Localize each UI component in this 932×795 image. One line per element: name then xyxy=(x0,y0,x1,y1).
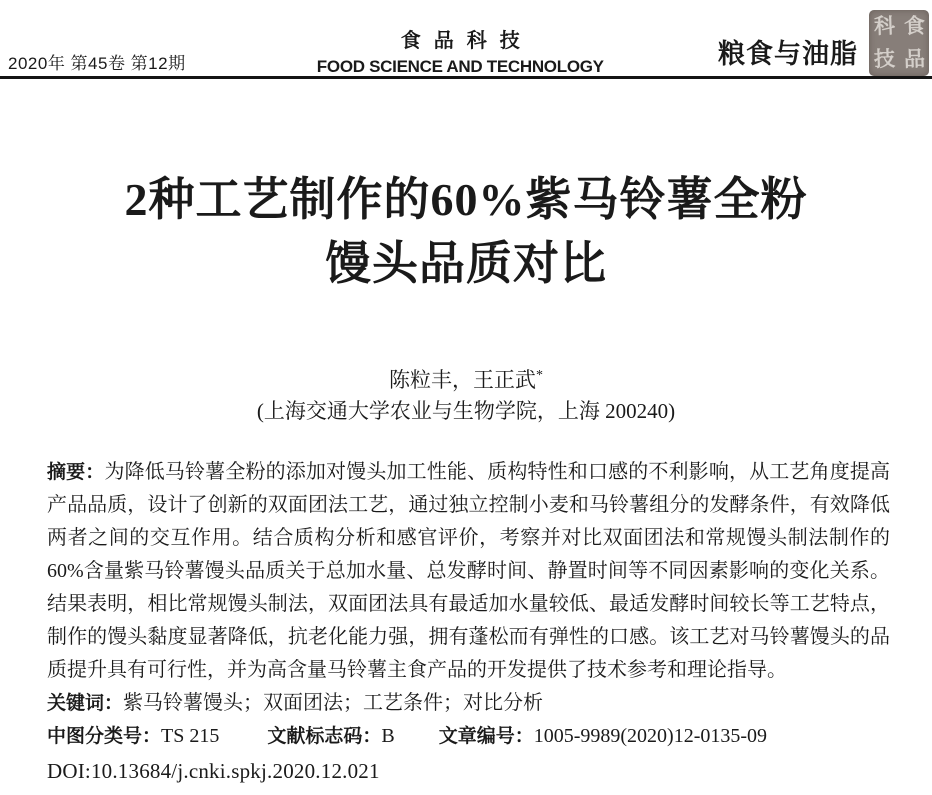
article-title-line1: 2种工艺制作的60%紫马铃薯全粉 xyxy=(124,174,808,225)
doi: DOI:10.13684/j.cnki.spkj.2020.12.021 xyxy=(47,759,380,783)
seal-char: 科 xyxy=(873,13,895,39)
abstract-text: 为降低马铃薯全粉的添加对馒头加工性能、质构特性和口感的不利影响，从工艺角度提高产品品质，设计了创新的双面团法工艺，通过独立控制小麦和马铃薯组分的发酵条件，有效降低两者之间的交互作用。结合质构分析和感官评价，考察并对比双面团法和常规馒头制法制作的60%含量紫马铃薯馒头品质关于总加水量、总发酵时间、静置时间等不同因素影响的变化关系。结果表明，相比常规馒头制法，双面团法具有最适加水量较低、最适发酵时间较长等工艺特点，制作的馒头黏度显著降低，抗老化能力强，拥有蓬松而有弹性的口感。该工艺对马铃薯馒头的品质提升具有可行性，并为高含量马铃薯主食产品的开发提供了技术参考和理论指导。 xyxy=(47,461,890,681)
corresponding-author-mark: * xyxy=(536,368,543,383)
journal-seal-stamp-icon xyxy=(869,10,929,76)
article-id-label: 文章编号： xyxy=(438,726,534,747)
keywords-line xyxy=(47,687,890,720)
journal-name-english: FOOD SCIENCE AND TECHNOLOGY xyxy=(316,57,604,76)
journal-header xyxy=(0,0,932,79)
front-matter xyxy=(47,456,890,753)
doc-code-label: 文献标志码： xyxy=(267,726,382,747)
clc-group xyxy=(47,720,219,753)
authors-line xyxy=(0,364,932,394)
doc-code-value: B xyxy=(381,725,395,747)
article-title xyxy=(0,168,932,296)
affiliation: (上海交通大学农业与生物学院，上海 200240) xyxy=(256,399,676,423)
article-title-line2: 馒头品质对比 xyxy=(325,238,607,289)
article-id-value: 1005-9989(2020)12-0135-09 xyxy=(533,725,768,747)
doc-code-group xyxy=(267,720,394,753)
abstract-paragraph xyxy=(47,456,890,687)
clc-label: 中图分类号： xyxy=(47,726,162,747)
seal-char: 品 xyxy=(903,46,925,72)
article-id-group xyxy=(439,720,767,753)
publisher-name: 粮食与油脂 xyxy=(718,39,858,69)
seal-char: 食 xyxy=(903,13,925,39)
classification-line xyxy=(47,720,890,753)
clc-value: TS 215 xyxy=(161,725,220,747)
author-names: 陈粒丰，王正武 xyxy=(389,368,536,392)
abstract-label: 摘要： xyxy=(47,462,105,483)
keywords-text: 紫马铃薯馒头；双面团法；工艺条件；对比分析 xyxy=(123,692,544,714)
issue-info: 2020年 第45卷 第12期 xyxy=(8,54,186,73)
journal-name-chinese: 食品科技 xyxy=(400,30,533,52)
seal-char: 技 xyxy=(873,46,895,72)
keywords-label: 关键词： xyxy=(47,693,124,714)
journal-masthead xyxy=(317,24,604,77)
